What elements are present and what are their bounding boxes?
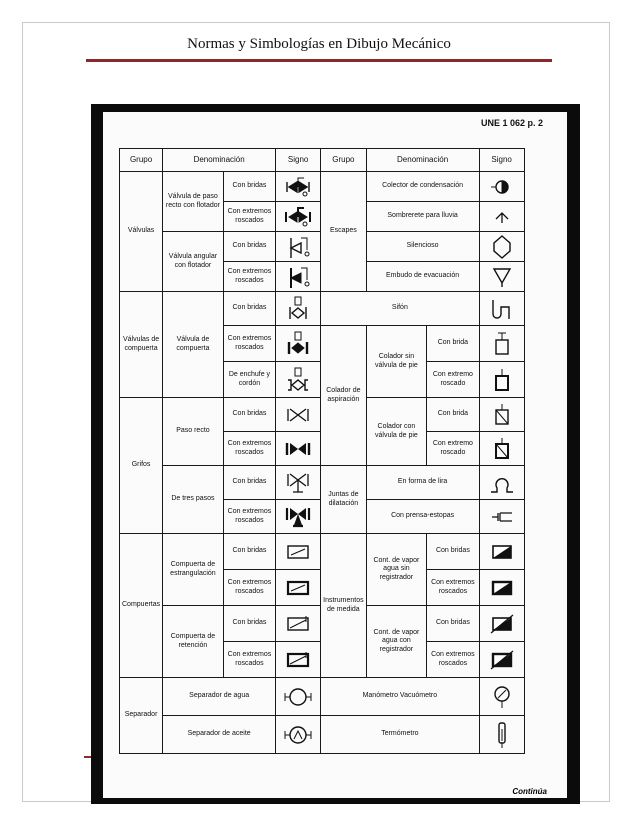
- strainer-threaded-icon: [487, 367, 517, 393]
- den-con-bridas-3: Con bridas: [223, 292, 275, 326]
- den-con-bridas-5: Con bridas: [223, 466, 275, 500]
- recorder-icon: [487, 613, 517, 635]
- gauge-icon: [487, 684, 517, 710]
- header-rule: [86, 59, 552, 62]
- symbol-valve-flange: [276, 172, 321, 202]
- recorder-threaded-icon: [487, 649, 517, 671]
- symbol-embudo: [479, 262, 524, 292]
- symbol-cock-flange: [276, 398, 321, 432]
- den-manometro: Manómetro Vacuómetro: [321, 678, 479, 716]
- den-paso-recto: Paso recto: [163, 398, 224, 466]
- gland-joint-icon: [487, 509, 517, 525]
- symbol-sifon: [479, 292, 524, 326]
- den-valvula-compuerta: Válvula de compuerta: [163, 292, 224, 398]
- angle-valve-icon: [283, 234, 313, 260]
- den-separador-aceite: Separador de aceite: [163, 716, 276, 754]
- symbol-cock-threaded: [276, 432, 321, 466]
- symbol-damper-flange: [276, 534, 321, 570]
- symbol-water-separator: [276, 678, 321, 716]
- den-con-extremos-roscados-5: Con extremos roscados: [223, 500, 275, 534]
- cock-icon: [283, 406, 313, 424]
- den-con-brida: Con brida: [427, 326, 479, 362]
- den-colador-con: Colador con válvula de pie: [366, 398, 427, 466]
- symbol-strainer-foot-flange: [479, 398, 524, 432]
- collector-icon: [487, 178, 517, 196]
- valve-float-icon: [283, 176, 313, 198]
- page-title: Normas y Simbologías en Dibujo Mecánico: [187, 36, 451, 52]
- den-con-extremos-roscados-6: Con extremos roscados: [223, 570, 275, 606]
- symbol-strainer-threaded: [479, 362, 524, 398]
- group-compuertas: Compuertas: [120, 534, 163, 678]
- lyre-joint-icon: [487, 470, 517, 496]
- den-paso-recto-flotador: Válvula de paso recto con flotador: [163, 172, 224, 232]
- header-signo-right: Signo: [479, 149, 524, 172]
- check-damper-threaded-icon: [283, 650, 313, 670]
- symbol-manometro: [479, 678, 524, 716]
- den-separador-agua: Separador de agua: [163, 678, 276, 716]
- foot-valve-threaded-icon: [487, 436, 517, 462]
- den-cont-vapor-sin: Cont. de vapor agua sin registrador: [366, 534, 427, 606]
- strainer-icon: [487, 331, 517, 357]
- den-con-bridas-r1: Con bridas: [427, 534, 479, 570]
- den-forma-lira: En forma de lira: [366, 466, 479, 500]
- symbol-angle-valve-flange: [276, 232, 321, 262]
- rain-cap-icon: [487, 209, 517, 225]
- trap-icon: [487, 297, 517, 321]
- symbol-gate-socket: [276, 362, 321, 398]
- scanned-sheet: [91, 104, 580, 804]
- den-con-extremo-roscado: Con extremo roscado: [427, 362, 479, 398]
- symbol-table: [119, 148, 525, 754]
- silencer-icon: [487, 234, 517, 260]
- group-escapes: Escapes: [321, 172, 366, 292]
- den-colador-sin: Colador sin válvula de pie: [366, 326, 427, 398]
- den-con-brida-2: Con brida: [427, 398, 479, 432]
- group-instrumentos: Instrumentos de medida: [321, 534, 366, 678]
- den-colector: Colector de condensación: [366, 172, 479, 202]
- symbol-termometro: [479, 716, 524, 754]
- water-separator-icon: [282, 685, 314, 709]
- symbol-check-damper-flange: [276, 606, 321, 642]
- group-colador: Colador de aspiración: [321, 326, 366, 466]
- den-con-bridas-2: Con bridas: [223, 232, 275, 262]
- sheet-paper: [103, 112, 567, 798]
- symbol-lira: [479, 466, 524, 500]
- den-termometro: Termómetro: [321, 716, 479, 754]
- den-con-bridas-4: Con bridas: [223, 398, 275, 432]
- den-con-bridas-6: Con bridas: [223, 534, 275, 570]
- den-silencioso: Silencioso: [366, 232, 479, 262]
- foot-valve-icon: [487, 402, 517, 428]
- symbol-recorder-flange: [479, 606, 524, 642]
- symbol-check-damper-threaded: [276, 642, 321, 678]
- den-con-extremos-roscados-r2: Con extremos roscados: [427, 642, 479, 678]
- damper-icon: [283, 543, 313, 561]
- den-con-extremos-roscados-4: Con extremos roscados: [223, 432, 275, 466]
- symbol-strainer-foot-threaded: [479, 432, 524, 466]
- symbol-sombrerete: [479, 202, 524, 232]
- den-con-bridas-r2: Con bridas: [427, 606, 479, 642]
- symbol-gate-threaded: [276, 326, 321, 362]
- header-signo: Signo: [276, 149, 321, 172]
- thermometer-icon: [487, 721, 517, 749]
- den-con-extremos-roscados-7: Con extremos roscados: [223, 642, 275, 678]
- gate-valve-threaded-icon: [283, 330, 313, 358]
- den-tres-pasos: De tres pasos: [163, 466, 224, 534]
- symbol-meter-threaded: [479, 570, 524, 606]
- den-sifon: Sifón: [321, 292, 479, 326]
- den-con-bridas: Con bridas: [223, 172, 275, 202]
- check-damper-icon: [283, 614, 313, 634]
- header-denominacion: Denominación: [163, 149, 276, 172]
- group-grifos: Grifos: [120, 398, 163, 534]
- den-con-extremos-roscados-r1: Con extremos roscados: [427, 570, 479, 606]
- den-con-extremos-roscados-2: Con extremos roscados: [223, 262, 275, 292]
- den-prensa-estopas: Con prensa-estopas: [366, 500, 479, 534]
- symbol-oil-separator: [276, 716, 321, 754]
- den-embudo: Embudo de evacuación: [366, 262, 479, 292]
- meter-icon: [487, 543, 517, 561]
- den-sombrerete: Sombrerete para lluvia: [366, 202, 479, 232]
- symbol-valve-threaded: [276, 202, 321, 232]
- meter-threaded-icon: [487, 579, 517, 597]
- continued-label: Continúa: [512, 787, 547, 796]
- cock-threaded-icon: [283, 440, 313, 458]
- group-valvulas: Válvulas: [120, 172, 163, 292]
- den-con-extremos-roscados: Con extremos roscados: [223, 202, 275, 232]
- symbol-prensa-estopas: [479, 500, 524, 534]
- den-compuerta-retencion: Compuerta de retención: [163, 606, 224, 678]
- symbol-3way-flange: [276, 466, 321, 500]
- header-grupo: Grupo: [120, 149, 163, 172]
- den-con-extremo-roscado-2: Con extremo roscado: [427, 432, 479, 466]
- group-valvulas-compuerta: Válvulas de compuerta: [120, 292, 163, 398]
- oil-separator-icon: [282, 723, 314, 747]
- den-angular-flotador: Válvula angular con flotador: [163, 232, 224, 292]
- den-con-bridas-7: Con bridas: [223, 606, 275, 642]
- funnel-icon: [487, 266, 517, 288]
- damper-threaded-icon: [283, 579, 313, 597]
- group-separador: Separador: [120, 678, 163, 754]
- den-cont-vapor-con: Cont. de vapor agua con registrador: [366, 606, 427, 678]
- den-compuerta-estrangulacion: Compuerta de estrangulación: [163, 534, 224, 606]
- three-way-cock-icon: [283, 471, 313, 495]
- symbol-colector: [479, 172, 524, 202]
- symbol-recorder-threaded: [479, 642, 524, 678]
- group-juntas: Juntas de dilatación: [321, 466, 366, 534]
- standard-reference: UNE 1 062 p. 2: [480, 118, 543, 128]
- den-enchufe-cordon: De enchufe y cordón: [223, 362, 275, 398]
- symbol-damper-threaded: [276, 570, 321, 606]
- gate-valve-icon: [283, 295, 313, 323]
- symbol-gate-flange: [276, 292, 321, 326]
- symbol-silencioso: [479, 232, 524, 262]
- header-grupo-right: Grupo: [321, 149, 366, 172]
- den-con-extremos-roscados-3: Con extremos roscados: [223, 326, 275, 362]
- symbol-3way-threaded: [276, 500, 321, 534]
- symbol-angle-valve-threaded: [276, 262, 321, 292]
- symbol-strainer-flange: [479, 326, 524, 362]
- gate-valve-socket-icon: [283, 366, 313, 394]
- valve-threaded-icon: [283, 206, 313, 228]
- header-denominacion-right: Denominación: [366, 149, 479, 172]
- angle-valve-threaded-icon: [283, 264, 313, 290]
- symbol-meter-flange: [479, 534, 524, 570]
- three-way-cock-threaded-icon: [283, 505, 313, 529]
